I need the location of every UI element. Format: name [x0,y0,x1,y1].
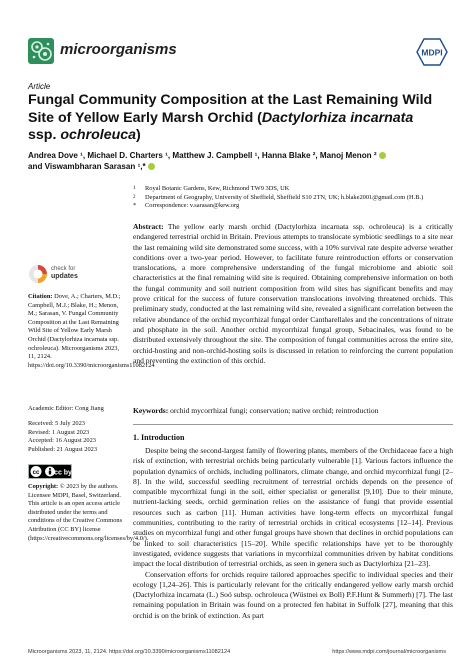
affiliation-number: 2 [133,194,136,200]
title-text: ssp. [28,127,61,143]
introduction-paragraph-2: Conservation efforts for orchids require tailored approaches specific to individual species and their ecology [1,24–26]. This is particularly relevant for the critically endangered yellow early marsh orchid (Dactylorhiza incarnata (L.) Soó subsp. ochroleuca (Wüstnei ex Boll) P.F.Hunt & Summerh) [7]. The last remaining population in Britain was found on a protected fen habitat in Suffolk [27], meaning that this orchid is on the brink of extinction. As part [133,569,453,620]
article-type: Article [28,82,51,91]
journal-logo-icon [28,38,54,64]
affiliation-text[interactable]: Correspondence: v.sarasan@kew.org [145,202,240,210]
author-list [28,150,448,172]
introduction-body [133,446,453,621]
citation-label: Citation: [28,293,53,300]
title-text: ) [136,127,141,143]
journal-name[interactable]: microorganisms [60,41,177,58]
authors-line-2 [28,161,448,172]
affiliation-2 [133,194,453,203]
mdpi-logo-icon[interactable] [416,38,448,66]
copyright-label: Copyright: [28,483,59,490]
check-updates-badge[interactable] [28,262,84,288]
footer-citation: Microorganisms 2023, 11, 2124. https://doi.org/10.3390/microorganisms11082124 [28,649,231,655]
affiliation-correspondence [133,202,453,211]
abstract [133,222,453,366]
orcid-icon[interactable] [148,163,155,170]
affiliations [133,185,453,211]
affiliation-text: Department of Geography, University of Sheffield, Sheffield S10 2TN, UK; h.blake2001@gmail.com (H.B.) [145,193,424,201]
footer-journal-url[interactable]: https://www.mdpi.com/journal/microorganisms [332,649,446,655]
cc-by-license-icon[interactable] [28,464,72,479]
affiliation-number: 1 [133,186,136,191]
revised-date: Revised: 1 August 2023 [28,428,90,436]
title-text: Site of Yellow Early Marsh Orchid ( [28,109,262,126]
check-updates-line-1: check for [51,266,76,272]
authors-text: and Viswambharan Sarasan ¹,* [28,162,146,171]
authors-text: Andrea Dove ¹, Michael D. Charters ¹, Matthew J. Campbell ¹, Hanna Blake ², Manoj Menon ² [28,151,377,160]
introduction-heading: 1. Introduction [133,433,185,442]
affiliation-1 [133,185,453,194]
title-subspecies: ochroleuca [60,127,137,143]
copyright-block [28,483,149,543]
article-title [28,92,448,145]
academic-editor: Academic Editor: Cong Jiang [28,405,104,412]
keywords-label: Keywords: [133,406,169,415]
received-date: Received: 5 July 2023 [28,420,85,427]
citation-text: Dove, A.; Charters, M.D.; Campbell, M.J.; Blake, H.; Menon, M.; Sarasan, V. Fungal Community Composition at the Last Remaining Wild Site of Yellow Early Marsh Orchid (Dactylorhiza incarnata ssp. ochroleuca). Microorganisms 2023, 11, 2124. https://doi.org/10.3390/microorganisms11082124 [28,293,155,369]
copyright-text: © 2023 by the authors. Licensee MDPI, Basel, Switzerland. This article is an open access article distributed under the terms and conditions of the Creative Commons Attribution (CC BY) license (https://creativecommons.org/licenses/by/4.0/). [28,483,149,542]
title-line-3 [28,127,448,145]
title-line-2 [28,110,448,128]
orcid-icon[interactable] [379,152,386,159]
authors-line-1 [28,150,448,161]
affiliation-text: Royal Botanic Gardens, Kew, Richmond TW9 3DS, UK [145,185,290,192]
keywords-divider [133,424,453,425]
published-date: Published: 21 August 2023 [28,445,98,453]
keywords [133,406,453,416]
check-updates-line-2: updates [51,273,78,280]
mdpi-logo-text: MDPI [421,47,443,58]
title-line-1: Fungal Community Composition at the Last Remaining Wild [28,92,433,108]
svg-text:cc: cc [32,470,40,476]
affiliation-number: * [133,202,137,210]
title-species: Dactylorhiza incarnata [261,109,414,126]
introduction-paragraph-1: Despite being the second-largest family of flowering plants, members of the Orchidaceae face a high risk of extinction, with terrestrial orchids being particularly vulnerable [1]. Various factors influence the population dynamics of orchids, including pollinators, climate change, and orchid mycorrhizal fungi [2–8]. In the wild, successful seedling recruitment of terrestrial orchids depends on the presence of compatible mycorrhizal fungi in the soil, either specialist or generalist [9,10]. Due to their minute, nutrient-lacking seeds, orchid germination relies on the assistance of fungi that provide essential resources such as carbon [11]. Human activities have long-term effects on mycorrhizal fungal communities, contributing to the rarity of terrestrial orchids in critical ecosystems [12–14]. Previous studies on mycorrhizal fungi and other fungal groups have shown that declines in orchid populations can be linked to soil characteristics [15–20]. While specific relationships have yet to be thoroughly investigated, evidence suggests that variations in mycorrhizal communities driven by habitat conditions impact the local distribution of terrestrial orchids, as seen in genera such as Dactylorhiza [21–23]. [133,446,453,569]
dates-block [28,420,126,454]
accepted-date: Accepted: 16 August 2023 [28,437,96,445]
abstract-label: Abstract: [133,222,164,231]
citation-block [28,293,155,370]
abstract-text: The yellow early marsh orchid (Dactylorhiza incarnata ssp. ochroleuca) is a critically endangered terrestrial orchid in Britain. Previous attempts to translocate symbiotic seedlings to a site near the last remaining wild site demonstrated some success, with a 10% survival rate despite adverse weather conditions over a two-year period. However, to facilitate future reintroduction efforts or conservation translocations, a more comprehensive understanding of the fungal microbiome and abiotic soil characteristics at the final remaining wild site is required. Obtaining comprehensive information on both the fungal community and soil nutrient composition from wild sites has significant benefits and may prove critical for the success of future conservation translocations involving threatened orchids. This preliminary study, conducted at the last remaining wild site, revealed a significant correlation between the relative abundance of the orchid mycorrhizal fungal order Cantharellales and the concentrations of nitrate and phosphate in the soil. Another orchid mycorrhizal fungal group, Sebacinales, was found to be distributed extensively throughout the site. The composition of fungal communities across the entire site, orchid-hosting and non-orchid-hosting soils is discussed in relation to reinforcing the current population and preventing the extinction of this orchid. [133,222,453,365]
check-updates-icon [28,264,48,284]
keywords-text: orchid mycorrhizal fungi; conservation; native orchid; reintroduction [168,406,379,415]
license-badge-text: cc by [54,469,72,477]
journal-header [28,38,448,68]
